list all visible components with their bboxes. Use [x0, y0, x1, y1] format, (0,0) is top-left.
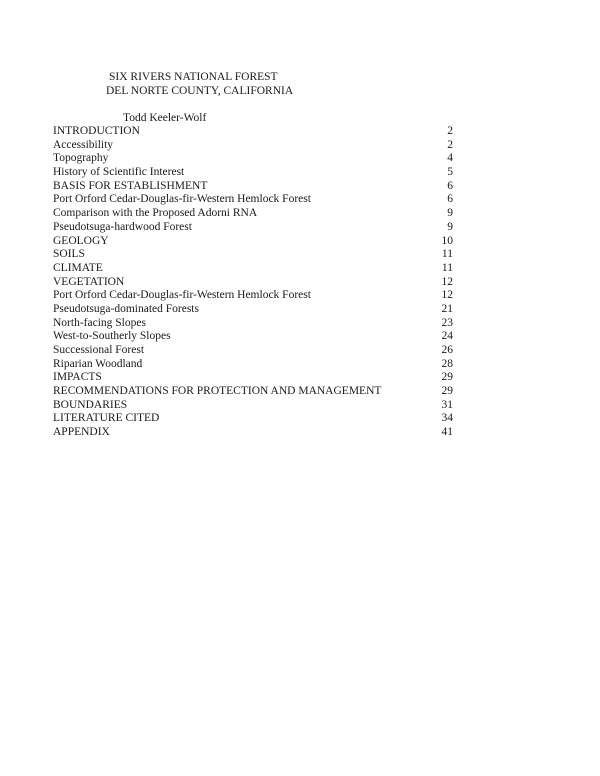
toc-entry-page-number: 34 [441, 412, 453, 425]
toc-entry-label: CLIMATE [53, 261, 103, 274]
toc-entry-label: BOUNDARIES [53, 398, 128, 411]
toc-entry-label: Riparian Woodland [53, 357, 143, 370]
toc-entry-page-number: 9 [447, 207, 453, 220]
toc-entry-page-number: 11 [441, 261, 453, 274]
toc-entry-label: Accessibility [53, 138, 114, 151]
toc-entry-page-number: 6 [447, 193, 453, 206]
toc-entry [53, 166, 453, 180]
toc-entry-page-number: 9 [447, 220, 453, 233]
toc-entry-page-number: 10 [441, 234, 453, 247]
toc-entry-page-number: 6 [447, 179, 453, 192]
toc-entry-page-number: 11 [441, 248, 453, 261]
toc-entry-label: Pseudotsuga-hardwood Forest [53, 220, 192, 233]
toc-entry-page-number: 28 [441, 357, 453, 370]
toc-entry-label: VEGETATION [53, 275, 125, 288]
toc-entry-page-number: 26 [441, 344, 453, 356]
toc-entry-page-number: 2 [447, 125, 453, 137]
toc-entry [53, 399, 453, 413]
toc-entry-label: History of Scientific Interest [53, 166, 185, 179]
toc-entry [53, 276, 453, 290]
toc-entry [53, 289, 453, 303]
toc-entry [53, 193, 453, 207]
toc-entry [53, 330, 453, 344]
toc-entry-label: APPENDIX [53, 426, 110, 439]
toc-entry-label: RECOMMENDATIONS FOR PROTECTION AND MANAGEMENT [53, 385, 382, 398]
toc-entry-label: INTRODUCTION [53, 125, 140, 137]
toc-entry-label: SOILS [53, 248, 85, 261]
toc-entry [53, 317, 453, 331]
county-title: DEL NORTE COUNTY, CALIFORNIA [106, 85, 294, 97]
table-of-contents [53, 125, 453, 440]
toc-entry [53, 412, 453, 426]
toc-entry-label: Pseudotsuga-dominated Forests [53, 302, 199, 315]
toc-entry-page-number: 41 [441, 426, 453, 439]
toc-entry [53, 385, 453, 399]
forest-title: SIX RIVERS NATIONAL FOREST [109, 71, 278, 83]
toc-entry [53, 139, 453, 153]
toc-entry [53, 262, 453, 276]
toc-entry [53, 180, 453, 194]
toc-entry-page-number: 12 [441, 275, 453, 288]
toc-entry [53, 207, 453, 221]
toc-entry-page-number: 23 [441, 316, 453, 329]
toc-entry-label: Topography [53, 152, 109, 165]
toc-entry-label: Comparison with the Proposed Adorni RNA [53, 207, 258, 220]
toc-entry-page-number: 29 [441, 385, 453, 398]
toc-entry-label: LITERATURE CITED [53, 412, 160, 425]
toc-entry-page-number: 5 [447, 166, 453, 179]
toc-entry [53, 235, 453, 249]
toc-entry-label: Port Orford Cedar-Douglas-fir-Western Hemlock Forest [53, 193, 311, 206]
toc-entry-label: Successional Forest [53, 344, 145, 356]
toc-entry-label: West-to-Southerly Slopes [53, 330, 171, 343]
toc-entry-page-number: 2 [447, 138, 453, 151]
toc-entry [53, 303, 453, 317]
toc-entry [53, 426, 453, 440]
author-name: Todd Keeler-Wolf [123, 112, 207, 124]
toc-entry [53, 152, 453, 166]
toc-entry [53, 125, 453, 139]
toc-entry [53, 344, 453, 358]
toc-entry [53, 371, 453, 385]
toc-entry-page-number: 21 [441, 302, 453, 315]
toc-entry-label: GEOLOGY [53, 234, 109, 247]
toc-entry-label: BASIS FOR ESTABLISHMENT [53, 179, 208, 192]
toc-entry-label: IMPACTS [53, 371, 102, 384]
toc-entry-page-number: 4 [447, 152, 453, 165]
toc-entry [53, 248, 453, 262]
toc-entry [53, 358, 453, 372]
toc-entry-page-number: 24 [441, 330, 453, 343]
toc-entry-label: Port Orford Cedar-Douglas-fir-Western Hemlock Forest [53, 289, 311, 302]
toc-entry-page-number: 31 [441, 398, 453, 411]
toc-entry-page-number: 12 [441, 289, 453, 302]
toc-entry [53, 221, 453, 235]
toc-entry-page-number: 29 [441, 371, 453, 384]
toc-entry-label: North-facing Slopes [53, 316, 146, 329]
